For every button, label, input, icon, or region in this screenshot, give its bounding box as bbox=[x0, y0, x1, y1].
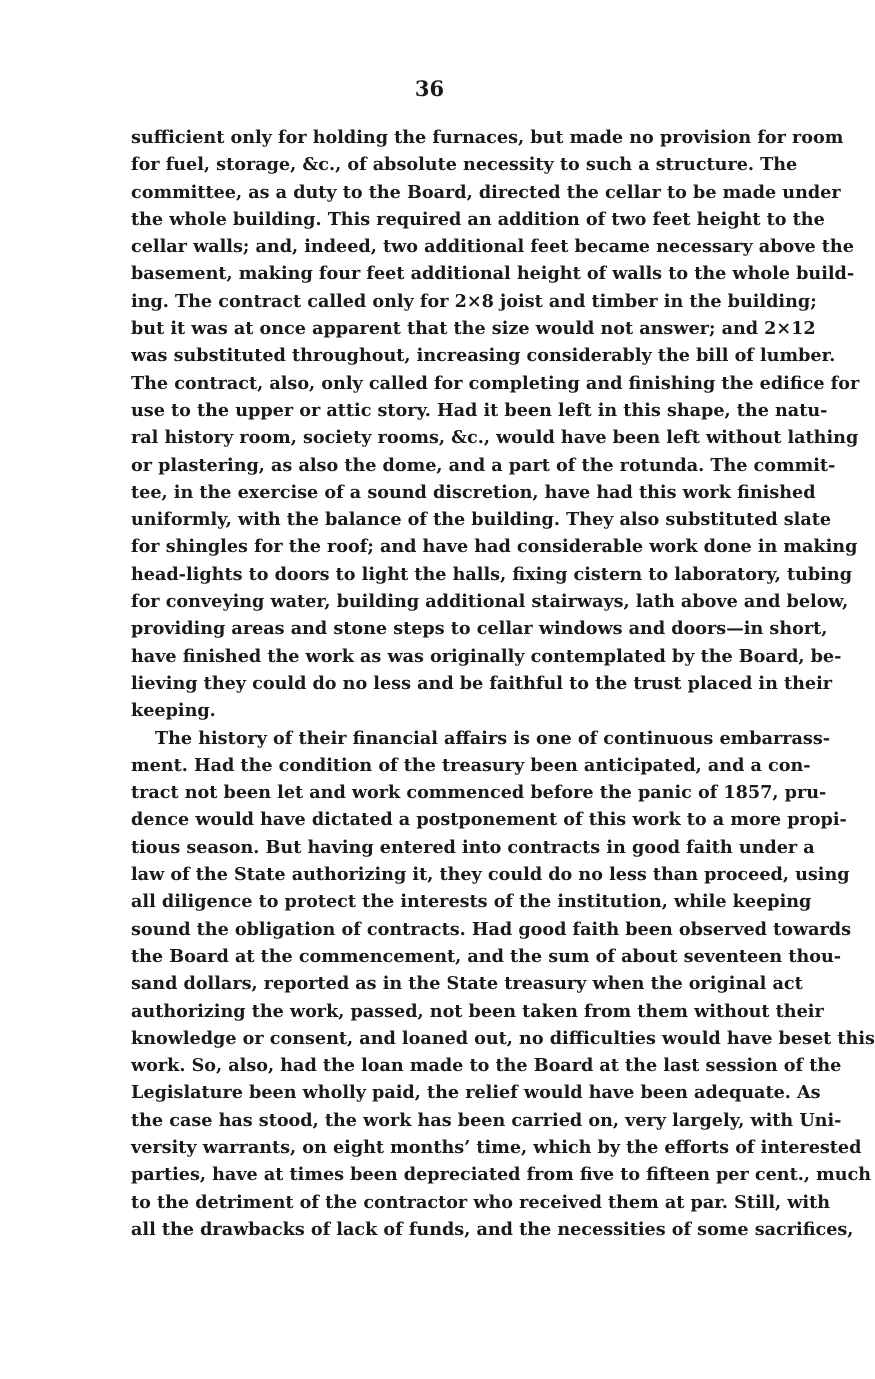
ink-mark-icon bbox=[505, 4, 515, 14]
text-line: dence would have dictated a postponement of this work to a more propi- bbox=[131, 809, 847, 831]
text-line: or plastering, as also the dome, and a part of the rotunda. The commit- bbox=[131, 454, 836, 476]
text-line: sand dollars, reported as in the State treasury when the original act bbox=[131, 973, 803, 995]
text-line: ment. Had the condition of the treasury been anticipated, and a con- bbox=[131, 754, 811, 776]
paragraph-1 bbox=[131, 124, 860, 725]
text-line: uniformly, with the balance of the building. They also substituted slate bbox=[131, 509, 832, 531]
text-line: tious season. But having entered into contracts in good faith under a bbox=[131, 836, 815, 858]
text-line: work. So, also, had the loan made to the Board at the last session of the bbox=[131, 1055, 842, 1077]
text-line: lieving they could do no less and be faithful to the trust placed in their bbox=[131, 672, 833, 694]
text-line: ing. The contract called only for 2×8 joist and timber in the building; bbox=[131, 290, 817, 312]
text-line: law of the State authorizing it, they could do no less than proceed, using bbox=[131, 864, 850, 886]
text-line: tee, in the exercise of a sound discretion, have had this work finished bbox=[131, 481, 816, 503]
text-line: ral history room, society rooms, &c., would have been left without lathing bbox=[131, 427, 859, 449]
body-text bbox=[131, 124, 875, 1243]
text-line: The history of their financial affairs is one of continuous embarrass- bbox=[155, 727, 831, 749]
page-number: 36 bbox=[414, 76, 445, 101]
text-line: tract not been let and work commenced before the panic of 1857, pru- bbox=[131, 782, 827, 804]
text-line: have finished the work as was originally contemplated by the Board, be- bbox=[131, 645, 842, 667]
text-line: knowledge or consent, and loaned out, no difficulties would have beset this bbox=[131, 1027, 875, 1049]
text-line: sufficient only for holding the furnaces, but made no provision for room bbox=[131, 127, 844, 148]
text-line: for conveying water, building additional stairways, lath above and below, bbox=[131, 591, 849, 613]
text-line: Legislature been wholly paid, the relief would have been adequate. As bbox=[131, 1082, 821, 1104]
text-line: was substituted throughout, increasing considerably the bill of lumber. bbox=[131, 345, 836, 367]
text-line: providing areas and stone steps to cellar windows and doors—in short, bbox=[131, 618, 828, 640]
text-line: the Board at the commencement, and the sum of about seventeen thou- bbox=[131, 945, 842, 967]
text-line: parties, have at times been depreciated from five to fifteen per cent., much bbox=[131, 1164, 872, 1186]
text-line: all diligence to protect the interests of the institution, while keeping bbox=[131, 891, 812, 913]
text-line: to the detriment of the contractor who received them at par. Still, with bbox=[131, 1191, 831, 1213]
text-line: versity warrants, on eight months’ time, which by the efforts of interested bbox=[131, 1136, 862, 1158]
paragraph-2 bbox=[131, 725, 875, 1244]
text-line: the case has stood, the work has been carried on, very largely, with Uni- bbox=[131, 1109, 842, 1131]
text-line: for shingles for the roof; and have had considerable work done in making bbox=[131, 536, 858, 558]
text-line: head-lights to doors to light the halls, fixing cistern to laboratory, tubing bbox=[131, 563, 852, 585]
text-line: authorizing the work, passed, not been taken from them without their bbox=[131, 1000, 824, 1022]
text-line: but it was at once apparent that the size would not answer; and 2×12 bbox=[131, 318, 816, 340]
text-line: sound the obligation of contracts. Had good faith been observed towards bbox=[131, 918, 851, 940]
text-line: all the drawbacks of lack of funds, and the necessities of some sacrifices, bbox=[131, 1218, 854, 1240]
text-line: committee, as a duty to the Board, directed the cellar to be made under bbox=[131, 181, 841, 203]
text-line: the whole building. This required an addition of two feet height to the bbox=[131, 208, 825, 230]
text-line: use to the upper or attic story. Had it been left in this shape, the natu- bbox=[131, 399, 828, 421]
text-line: cellar walls; and, indeed, two additional feet became necessary above the bbox=[131, 236, 854, 258]
text-line: keeping. bbox=[131, 700, 216, 722]
text-line: for fuel, storage, &c., of absolute necessity to such a structure. The bbox=[131, 154, 798, 176]
text-line: basement, making four feet additional height of walls to the whole build- bbox=[131, 263, 855, 285]
text-line: The contract, also, only called for completing and finishing the edifice for bbox=[131, 372, 860, 394]
